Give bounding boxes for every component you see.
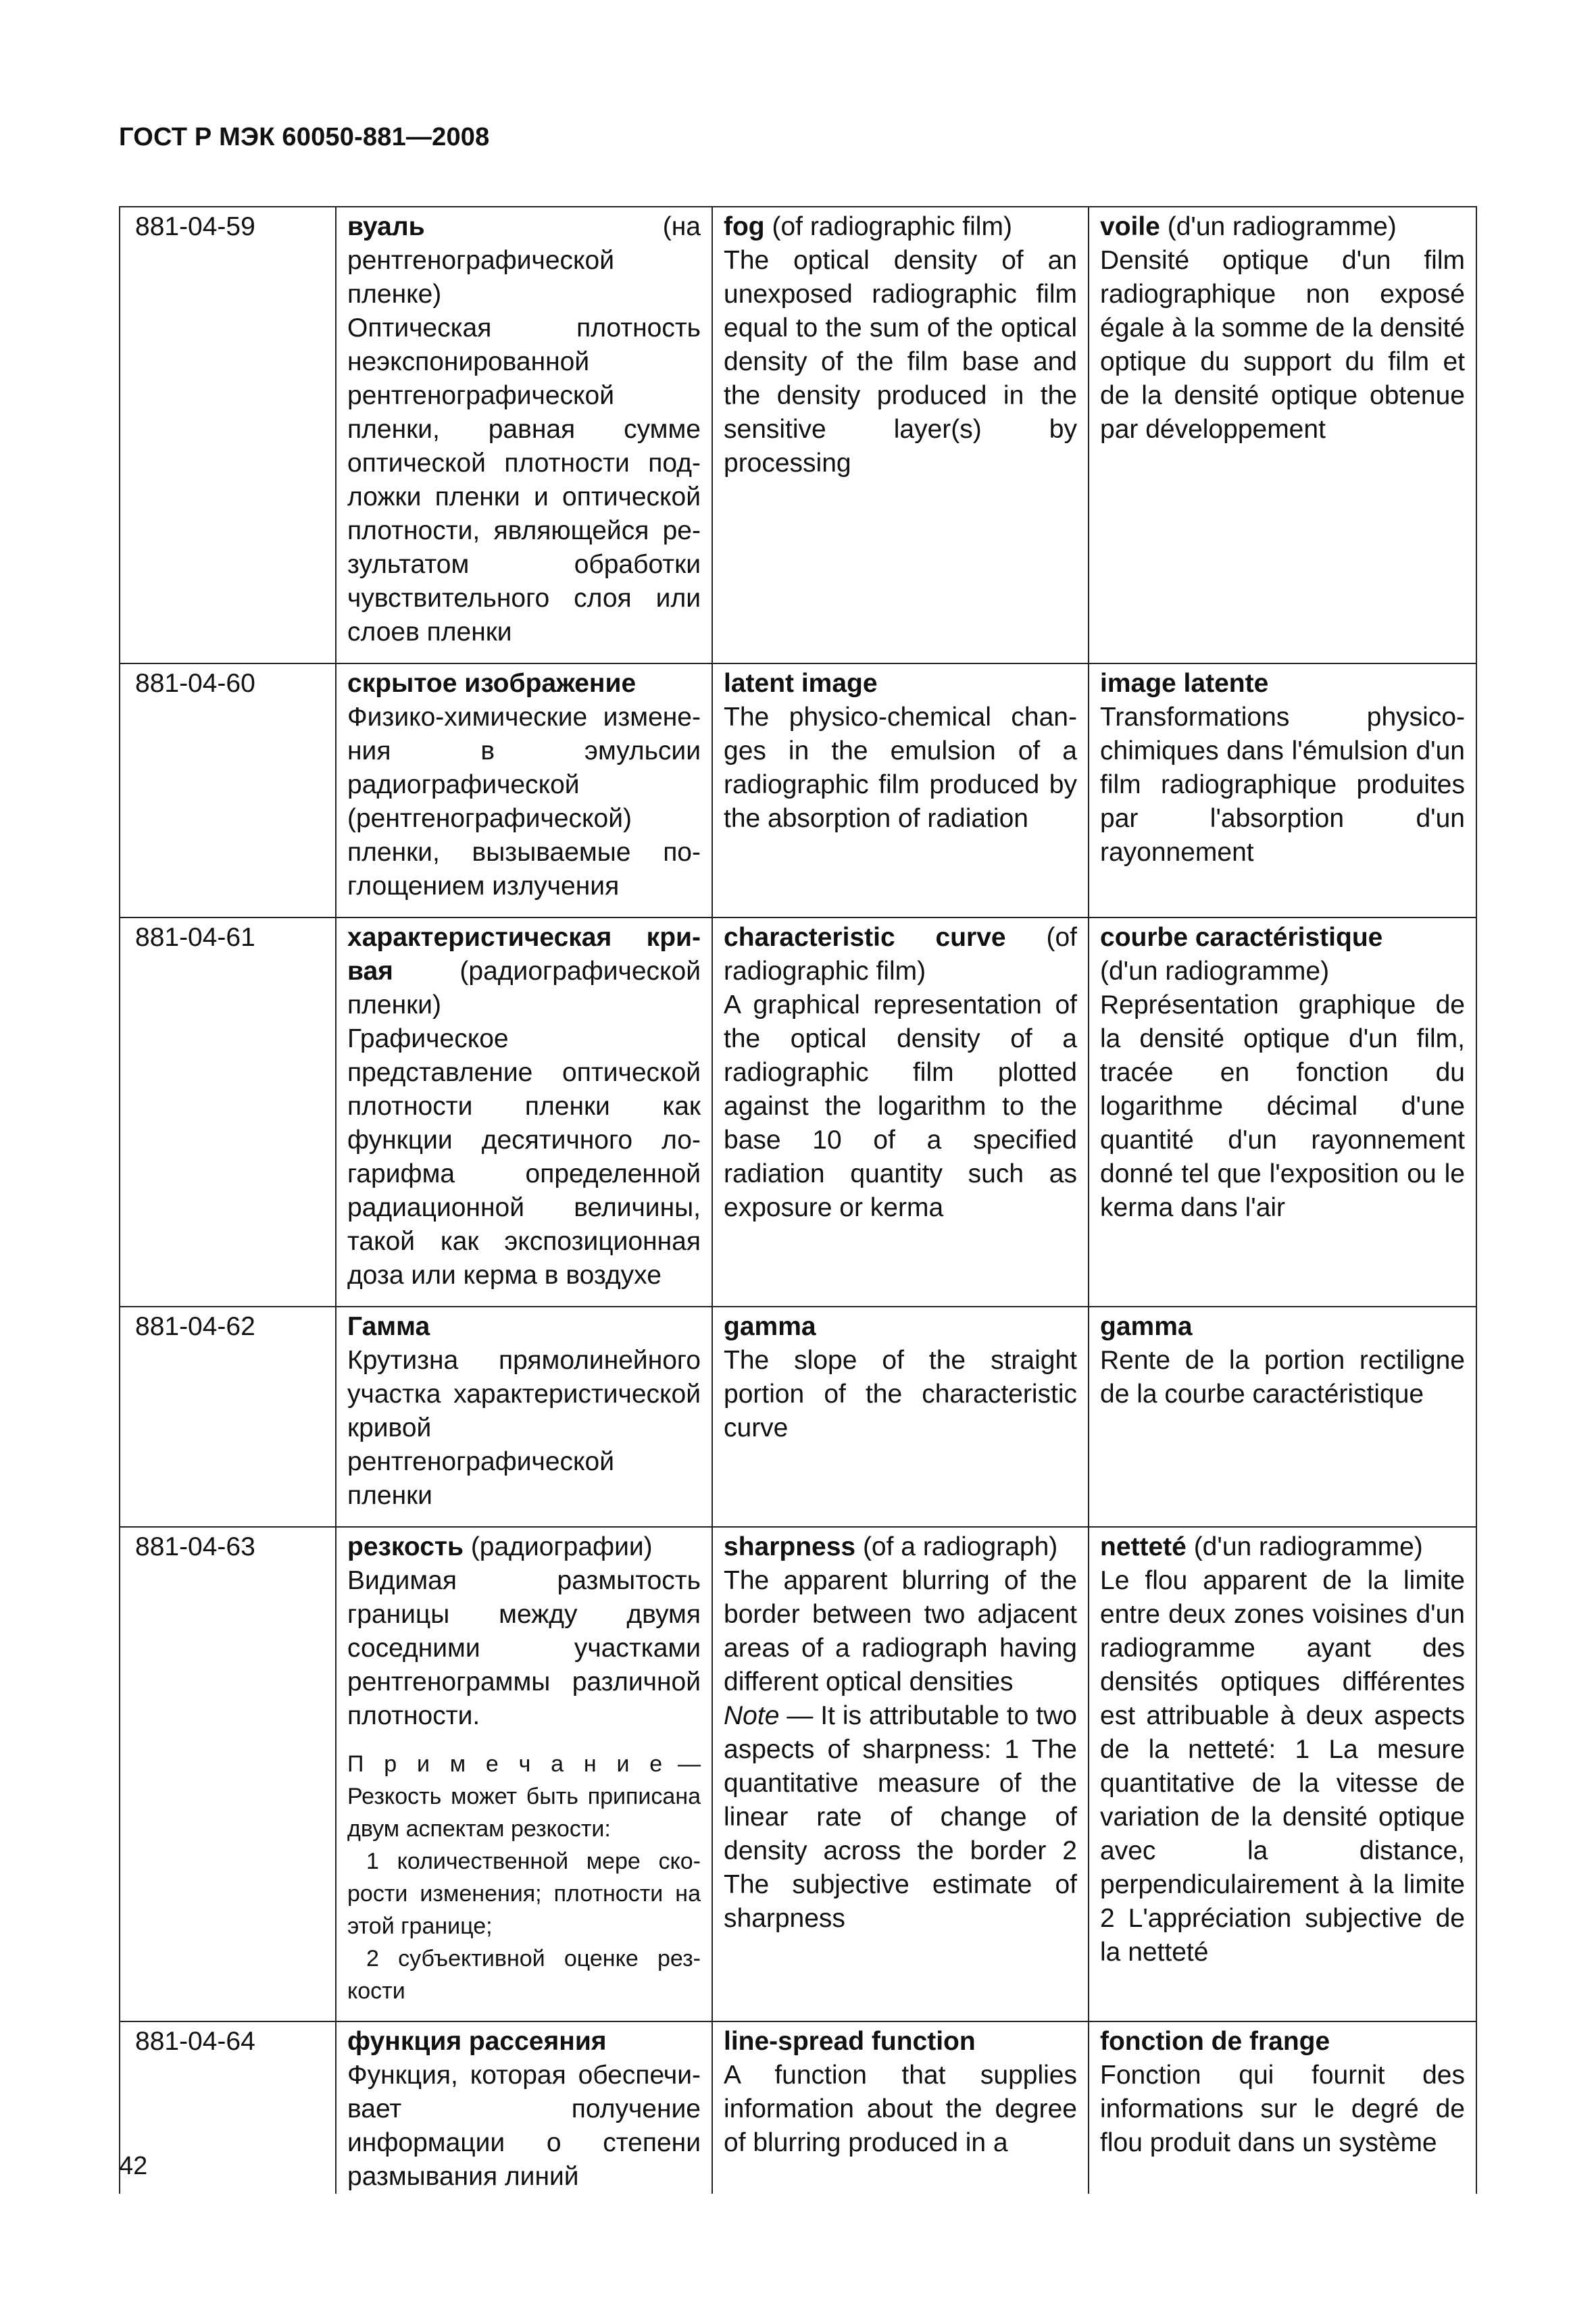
french-definition: Rente de la portion rectiligne de la courbe caractéristique [1100,1346,1465,1409]
english-definition: The optical density of an unexposed radiographic film equal to the sum of the optical density of the film base and the density produced in the sensitive layer(s) by processing [724,246,1077,478]
term-code: 881-04-63 [120,1527,336,2021]
english-term: fog [724,212,765,241]
french-cell [1089,2021,1476,2194]
french-cell [1089,917,1476,1307]
russian-definition: Функция, которая обеспечивает получение информации о степени размывания линий [347,2061,701,2191]
english-cell [712,917,1089,1307]
russian-definition: Оптическая плотность неэкспонированной рентгенографической пленки, равная сумме оптической плотности подложки пленки и оптической плотности, являющейся результатом обработки чувствительного слоя или слоев пленки [347,313,701,647]
english-note-label: Note [724,1701,780,1730]
english-term: line-spread function [724,2027,976,2056]
english-definition: The physico-chemical changes in the emulsion of a radiographic film produced by the absorption of radiation [724,703,1077,833]
russian-term: вуаль [347,212,425,241]
english-definition: The slope of the straight portion of the characteristic curve [724,1346,1077,1442]
french-definition: Le flou apparent de la limite entre deux zones voisines d'un radiogramme ayant des densités optiques différentes est attribuable à deux aspects de la netteté: 1 La mesure quantitative de la vitesse de variation de la densité optique avec la distance, perpendiculairement à la limite 2 L'appréciation subjective de la netteté [1100,1566,1465,1967]
term-code: 881-04-62 [120,1307,336,1527]
russian-definition: Графическое представление оптической плотности пленки как функции десятичного логарифма определенной радиационной величины, такой как экспозиционная доза или керма в воздухе [347,1024,701,1290]
term-code: 881-04-61 [120,917,336,1307]
french-term: gamma [1100,1312,1193,1341]
english-qualifier: (of a radiograph) [855,1532,1058,1561]
russian-note-label: П р и м е ч а н и е [347,1751,668,1777]
russian-definition: Крутизна прямолинейного участка характеристической кривой рентгенографической пленки [347,1346,701,1510]
russian-note-intro: — Резкость может быть приписана двум аспектам резкости: [347,1751,701,1842]
terminology-table [119,206,1477,2194]
english-qualifier: (of radiographic film) [764,212,1012,241]
french-term: fonction de frange [1100,2027,1330,2056]
russian-note-item-1: 1 количественной мере скорости изменения; плотности на этой границе; [347,1848,701,1939]
russian-definition: Физико-химические изменения в эмульсии радиографической (рентгенографической) пленки, вызываемые поглощением излучения [347,703,701,901]
russian-term: скрытое изображение [347,669,637,698]
russian-cell [336,1307,712,1527]
table-row [120,207,1476,663]
russian-term: резкость [347,1532,464,1561]
french-cell [1089,1527,1476,2021]
russian-cell [336,1527,712,2021]
french-qualifier: (d'un radiogramme) [1159,212,1397,241]
french-qualifier: (d'un radiogramme) [1186,1532,1423,1561]
table-row [120,2021,1476,2194]
russian-term: функция рассеяния [347,2027,607,2056]
english-term: sharpness [724,1532,856,1561]
english-cell [712,663,1089,917]
french-term: image latente [1100,669,1269,698]
english-note [724,1699,1077,1936]
document-header: ГОСТ Р МЭК 60050-881—2008 [119,123,490,151]
russian-term: характеристическая кривая [347,923,701,986]
english-qualifier: (of radiographic film) [724,923,1077,986]
term-code: 881-04-59 [120,207,336,663]
english-term: characteristic curve [724,923,1006,952]
french-term: voile [1100,212,1160,241]
french-cell [1089,207,1476,663]
english-term: gamma [724,1312,816,1341]
russian-term: Гамма [347,1312,430,1341]
table-row [120,917,1476,1307]
russian-cell [336,917,712,1307]
french-term: courbe caractéristique [1100,923,1383,952]
french-cell [1089,663,1476,917]
english-term: latent image [724,669,878,698]
english-cell [712,1527,1089,2021]
french-definition: Transformations physico-chimiques dans l'émulsion d'un film radiographique produites par l'absorption d'un rayonnement [1100,703,1465,867]
russian-qualifier: (радиографии) [463,1532,653,1561]
english-cell [712,207,1089,663]
term-code: 881-04-60 [120,663,336,917]
french-cell [1089,1307,1476,1527]
page-number: 42 [119,2152,148,2180]
russian-qualifier: (на рентгенографической пленке) [347,212,701,309]
russian-note [347,1748,701,2007]
english-cell [712,1307,1089,1527]
english-note-text: — It is attributable to two aspects of sharpness: 1 The quantitative measure of the linear rate of change of density across the border 2 The subjective estimate of sharpness [724,1701,1077,1933]
table-row [120,663,1476,917]
russian-cell [336,2021,712,2194]
french-definition: Fonction qui fournit des informations sur le degré de flou produit dans un système [1100,2061,1465,2157]
english-definition: A function that supplies information about the degree of blurring produced in a [724,2061,1077,2157]
french-definition: Représentation graphique de la densité optique d'un film, tracée en fonction du logarithme décimal d'une quantité d'un rayonnement donné tel que l'exposition ou le kerma dans l'air [1100,990,1465,1222]
russian-definition: Видимая размытость границы между двумя соседними участками рентгенограммы различной плотности. [347,1566,701,1730]
french-term: netteté [1100,1532,1187,1561]
english-definition: The apparent blurring of the border between two adjacent areas of a radiograph having different optical densities [724,1566,1077,1696]
russian-qualifier: (радиографической пленки) [347,957,701,1020]
russian-note-item-2: 2 субъективной оценке резкости [347,1946,701,2004]
table-row [120,1307,1476,1527]
term-code: 881-04-64 [120,2021,336,2194]
english-definition: A graphical representation of the optical density of a radiographic film plotted against the logarithm to the base 10 of a specified radiation quantity such as exposure or kerma [724,990,1077,1222]
table-row [120,1527,1476,2021]
russian-cell [336,207,712,663]
russian-cell [336,663,712,917]
english-cell [712,2021,1089,2194]
french-qualifier: (d'un radiogramme) [1100,957,1330,986]
french-definition: Densité optique d'un film radiographique non exposé égale à la somme de la densité optique du support du film et de la densité optique obtenue par développement [1100,246,1465,444]
